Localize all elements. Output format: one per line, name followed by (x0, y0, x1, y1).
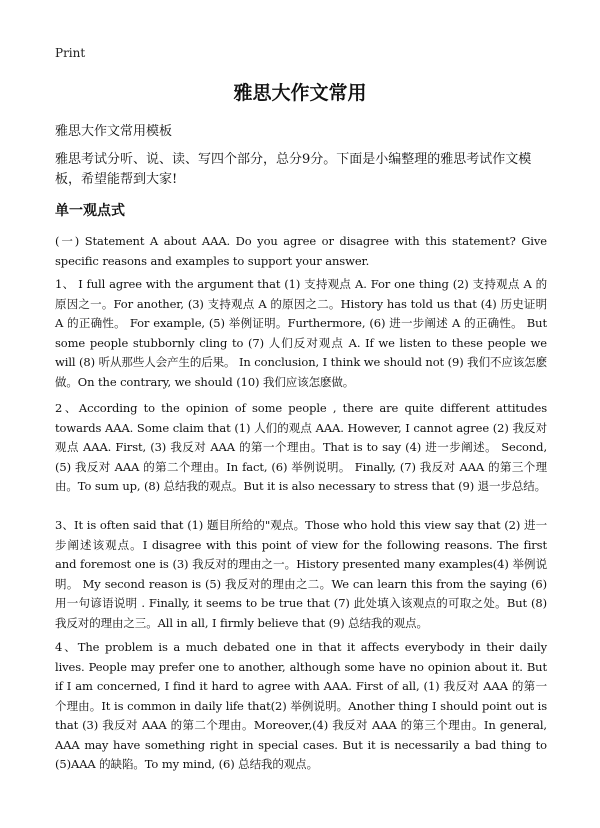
template-paragraph-3: 3、It is often said that (1) 题目所给的"观点。Those who hold this view say that (2) 进一步阐述该观点。I disagree with this point of view for the following reasons. The first and foremost one is (3) 我反对的理由之一。History presented many examples(4) 举例说明。 My second reason is (5) 我反对的理由之二。We can learn this from the saying (6) 用一句谚语说明 . Finally, it seems to be true that (7) 此处填入该观点的可取之处。But (8) 我反对的理由之三。All in all, I firmly believe that (9) 总结我的观点。 (55, 518, 547, 630)
template-paragraph-2: 2、According to the opinion of some people , there are quite different attitudes towards AAA. Some claim that (1) 人们的观点 AAA. However, I cannot agree (2) 我反对观点 AAA. First, (3) 我反对 AAA 的第一个理由。That is to say (4) 进一步阐述。 Second, (5) 我反对 AAA 的第二个理由。In fact, (6) 举例说明。 Finally, (7) 我反对 AAA 的第三个理由。To sum up, (8) 总结我的观点。But it is also necessary to stress that (9) 退一步总结。 (55, 401, 547, 493)
template-paragraph-4: 4、The problem is a much debated one in that it affects everybody in their daily lives. People may prefer one to another, although some have no opinion about it. But if I am concerned, I find it hard to agree with AAA. First of all, (1) 我反对 AAA 的第一个理由。It is common in daily life that(2) 举例说明。Another thing I should point out is that (3) 我反对 AAA 的第二个理由。Moreover,(4) 我反对 AAA 的第三个理由。In general, AAA may have something right in special cases. But it is necessarily a bad thing to (5)AAA 的缺陷。To my mind, (6) 总结我的观点。 (55, 640, 547, 771)
section-heading: 单一观点式 (55, 203, 125, 219)
question-paragraph: (一) Statement A about AAA. Do you agree or disagree with this statement? Give specific reasons and examples to support your answer. (55, 234, 547, 268)
page-title: 雅思大作文常用 (233, 82, 367, 104)
article-subtitle: 雅思大作文常用模板 (55, 124, 173, 139)
print-link[interactable]: Print (55, 46, 86, 60)
intro-paragraph: 雅思考试分听、说、读、写四个部分，总分9分。下面是小编整理的雅思考试作文模板，希望能帮到大家! (55, 152, 532, 187)
template-paragraph-1: 1、 I full agree with the argument that (1) 支持观点 A. For one thing (2) 支持观点 A 的原因之一。For another, (3) 支持观点 A 的原因之二。History has told us that (4) 历史证明 A 的正确性。 For example, (5) 举例证明。Furthermore, (6) 进一步阐述 A 的正确性。 But some people stubbornly cling to (7) 人们反对观点 A. If we listen to these people we will (8) 听从那些人会产生的后果。 In conclusion, I think we should not (9) 我们不应该怎麽做。On the contrary, we should (10) 我们应该怎麽做。 (55, 277, 547, 389)
